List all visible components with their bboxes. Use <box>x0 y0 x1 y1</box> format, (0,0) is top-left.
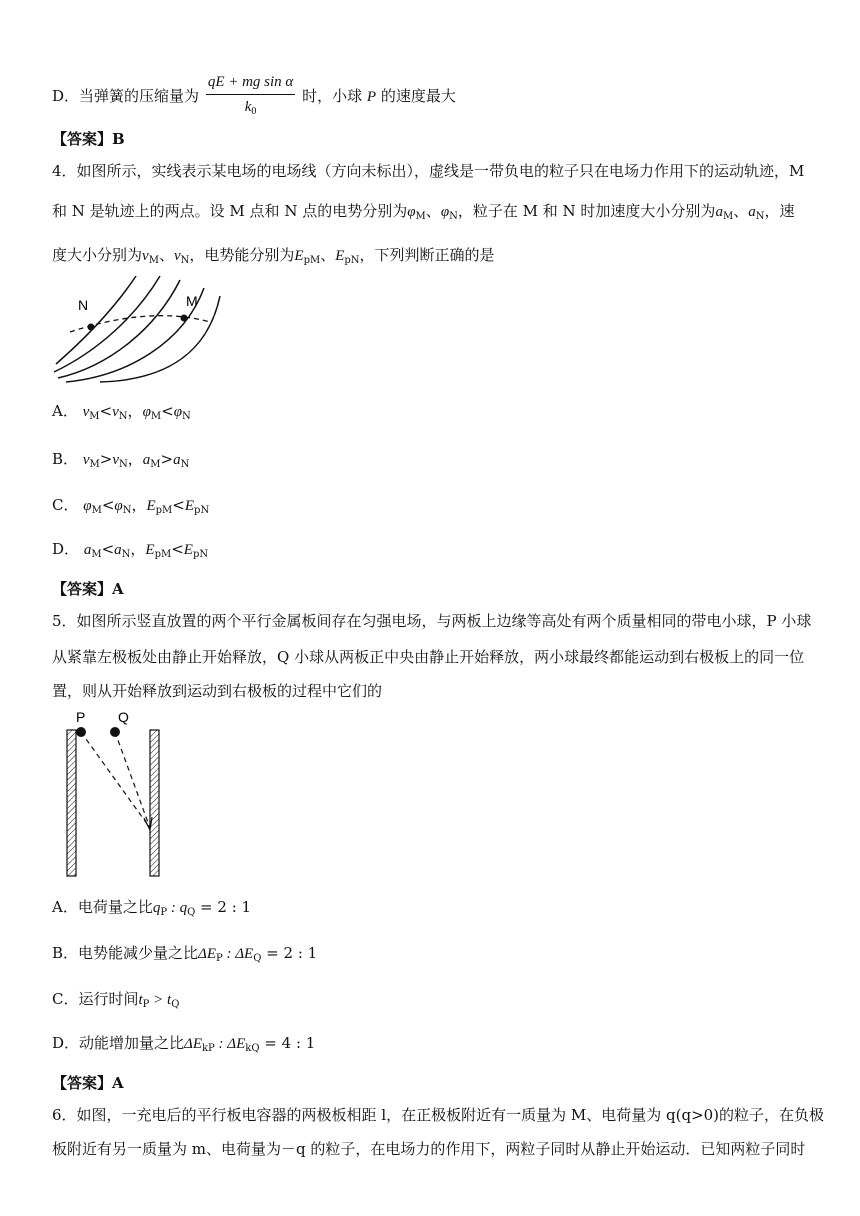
prev-answer: 【答案】B <box>52 130 125 148</box>
label-p: P <box>76 709 86 725</box>
q5-stem-line-3: 置，则从开始释放到运动到右极板的过程中它们的 <box>52 682 383 700</box>
label-n: N <box>78 297 89 313</box>
q4-option-c: C． $\varphi_M<\varphi_N$，$E_{pM}<E_{pN}$ <box>52 496 210 516</box>
option-text: D．当弹簧的压缩量为 <box>52 87 200 105</box>
variable: P <box>366 89 377 105</box>
right-plate <box>150 730 159 876</box>
q5-answer: 【答案】A <box>52 1074 124 1092</box>
fraction <box>206 72 296 122</box>
q5-option-d: D．动能增加量之比$\Delta E_{kP}$ : $\Delta E_{kQ} = 4$ : 1 <box>52 1034 316 1054</box>
option-text: 时，小球 <box>302 87 363 105</box>
q5-stem-line-2: 从紧靠左极板处由静止开始释放，Q 小球从两板正中央由静止开始释放，两小球最终都能运动到右极板上的同一位 <box>52 648 805 666</box>
field-line <box>56 276 136 364</box>
q4-stem-line-1: 4．如图所示，实线表示某电场的电场线（方向未标出），虚线是一带负电的粒子只在电场力作用下的运动轨迹，M <box>52 162 805 180</box>
q4-stem-line-2: 和 N 是轨迹上的两点。设 M 点和 N 点的电势分别为$\varphi_M$、$\varphi_N$，粒子在 M 和 N 时加速度大小分别为$a_M$、$a_N$，速 <box>52 202 795 222</box>
fraction-denominator: $k_0$ <box>244 99 257 117</box>
fraction-numerator: qE + mg sin α <box>206 72 296 95</box>
q5-option-b: B．电势能减少量之比$\Delta E_P$ : $\Delta E_Q = 2$ : 1 <box>52 944 318 964</box>
q6-stem-line-2: 板附近有另一质量为 m、电荷量为－q 的粒子，在电场力的作用下，两粒子同时从静止开始运动．已知两粒子同时 <box>52 1140 806 1158</box>
field-line <box>58 280 180 378</box>
q5-plates-figure <box>60 708 180 880</box>
q5-option-a: A．电荷量之比$q_P$ : $q_Q = 2$ : 1 <box>52 898 252 918</box>
label-q: Q <box>118 709 129 725</box>
path-p <box>81 732 150 828</box>
q4-option-a: A． $v_M<v_N$，$\varphi_M<\varphi_N$ <box>52 402 191 422</box>
q4-answer: 【答案】A <box>52 580 124 598</box>
prev-option-d <box>52 72 812 122</box>
q4-field-figure <box>48 276 228 386</box>
q4-option-b: B． $v_M>v_N$，$a_M>a_N$ <box>52 450 190 470</box>
q4-option-d: D． $a_M<a_N$，$E_{pM}<E_{pN}$ <box>52 540 209 560</box>
point-n <box>88 324 95 331</box>
q5-option-c: C．运行时间$t_P > t_Q$ <box>52 990 180 1010</box>
label-m: M <box>186 293 198 309</box>
option-text: 的速度最大 <box>380 87 456 105</box>
point-m <box>181 315 188 322</box>
q6-stem-line-1: 6．如图，一充电后的平行板电容器的两极板相距 l，在正极板附近有一质量为 M、电荷量为 q(q>0)的粒子，在负极 <box>52 1106 825 1124</box>
q4-stem-line-3: 度大小分别为$v_M$、$v_N$，电势能分别为$E_{pM}$、$E_{pN}$，下列判断正确的是 <box>52 246 495 266</box>
path-q <box>115 732 150 828</box>
q5-stem-line-1: 5．如图所示竖直放置的两个平行金属板间存在匀强电场，与两板上边缘等高处有两个质量相同的带电小球，P 小球 <box>52 612 812 630</box>
left-plate <box>67 730 76 876</box>
field-line <box>100 296 220 382</box>
